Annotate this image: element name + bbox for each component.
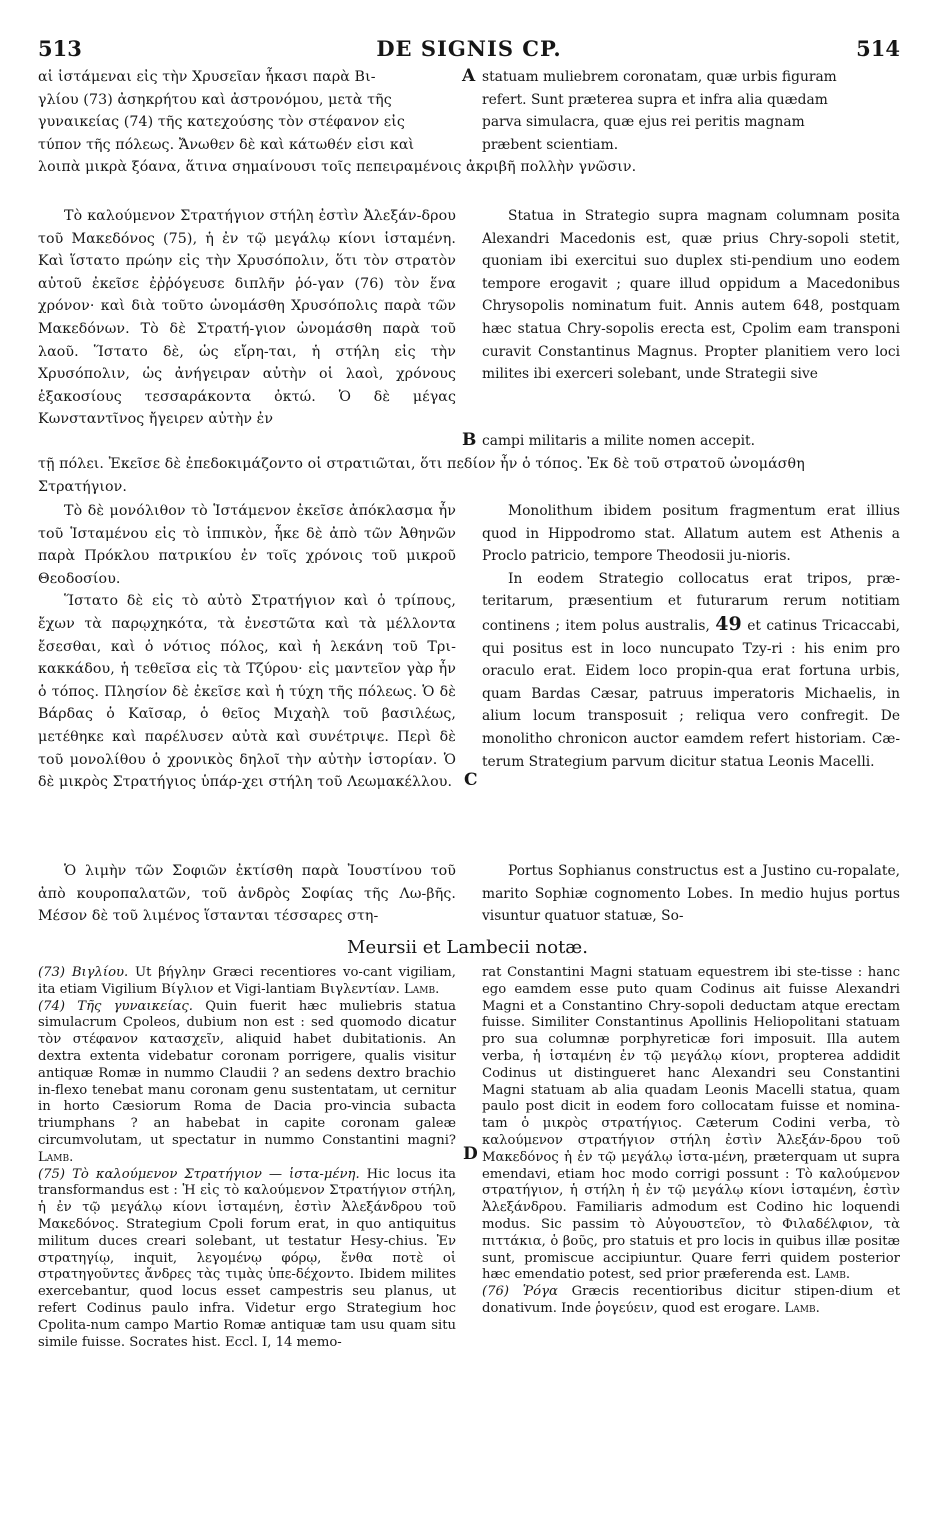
margin-marker-c: C xyxy=(464,770,478,790)
footnote-74 xyxy=(38,999,456,1167)
greek-paragraph: Τὸ δὲ μονόλιθον τὸ Ἱστάμενον ἐκεῖσε ἀπόκλασμα ἦν τοῦ Ἱσταμένου εἰς τὸ ἱππικὸν, ἧκε δὲ ἀπὸ τῶν Ἀθηνῶν παρὰ Πρόκλου πατρικίου ἐν τοῖς χρόνοις τοῦ μικροῦ Θεοδοσίου. xyxy=(38,503,456,587)
greek-column-strategium xyxy=(38,205,456,431)
note-signature: Lamb. xyxy=(38,1149,74,1165)
note-signature: Lamb. xyxy=(814,1267,851,1283)
footnote-75-continued xyxy=(482,965,900,1284)
note-signature: Lamb. xyxy=(403,981,440,997)
greek-line: τύπον τῆς πόλεως. Ἄνωθεν δὲ καὶ κάτωθέν εἰσι καὶ xyxy=(38,136,415,153)
latin-line: refert. Sunt præterea supra et infra alia quædam xyxy=(482,91,828,108)
footnote-73 xyxy=(38,965,456,999)
page-signature-49: 49 xyxy=(715,612,742,635)
latin-line: statuam muliebrem coronatam, quæ urbis figuram xyxy=(482,69,837,85)
greek-column-monolith xyxy=(38,500,456,794)
note-head: (76) Ῥόγα xyxy=(482,1284,558,1300)
latin-paragraph xyxy=(482,568,900,773)
margin-marker-b: B xyxy=(462,430,477,450)
latin-paragraph: Portus Sophianus constructus est a Justino cu-ropalate, marito Sophiæ cognomento Lobes. In medio hujus portus visuntur quatuor statuæ, So- xyxy=(482,863,900,925)
footnote-75 xyxy=(38,1167,456,1352)
latin-column-top xyxy=(482,66,900,156)
greek-paragraph: Τὸ καλούμενον Στρατήγιον στήλη ἐστὶν Ἀλεξάν-δρου τοῦ Μακεδόνος (75), ἡ ἐν τῷ μεγάλῳ κίονι ἱσταμένη. Καὶ ἵστατο πρώην εἰς τὴν Χρυσόπολιν, ὅτι τὸν στρατὸν αὐτοῦ ἐκεῖσε ἐῤῥόγευσε διπλῆν ῥό-γαν (76) τὸν ἕνα χρόνον· καὶ διὰ τοῦτο ὠνομάσθη Χρυσόπολις παρὰ τῶν Μακεδόνων. Τὸ δὲ Στρατή-γιον ὠνομάσθη παρὰ τοῦ λαοῦ. Ἵστατο δὲ, ὡς εἴρη-ται, ἡ στήλη εἰς τὴν Χρυσόπολιν, ὡς ἀνήγειραν αὐτὴν οἱ λαοὶ, χρόνους ἑξακοσίους τεσσαράκοντα ὀκτώ. Ὁ δὲ μέγας Κωνσταντῖνος ἤγειρεν αὐτὴν ἐν xyxy=(38,208,456,428)
footnote-76 xyxy=(482,1284,900,1318)
greek-line: αἱ ἱστάμεναι εἰς τὴν Χρυσεῖαν ἧκασι παρὰ Βι- xyxy=(38,69,376,85)
note-head: (73) Βιγλίου. xyxy=(38,965,129,980)
greek-paragraph: Ὁ λιμὴν τῶν Σοφιῶν ἐκτίσθη παρὰ Ἰουστίνου τοῦ ἀπὸ κουροπαλατῶν, τοῦ ἀνδρὸς Σοφίας τῆς Λω-βῆς. Μέσον δὲ τοῦ λιμένος ἵστανται τέσσαρες στη- xyxy=(38,863,456,925)
notes-left-column xyxy=(38,965,456,1351)
notes-right-column xyxy=(482,965,900,1318)
greek-column-port xyxy=(38,860,456,928)
latin-line: parva simulacra, quæ ejus rei peritis magnam xyxy=(482,114,805,131)
latin-column-strategium xyxy=(482,205,900,386)
note-head: (74) Τῆς γυναικείας. xyxy=(38,998,193,1014)
latin-line: campi militaris a milite nomen accepit. xyxy=(482,433,755,449)
running-title: DE SIGNIS CP. xyxy=(376,36,562,61)
note-text: Ut βήγλην Græci recentiores vo-cant vigiliam, ita etiam Vigilium Βίγλιον et Vigi-lantiam Βιγλεντίαν. xyxy=(38,965,457,997)
note-text: Hic locus ita transformandus est : Ἡ εἰς τὸ καλούμενον Στρατήγιον στήλη, ἡ ἐν τῷ μεγάλῳ κίονι ἱσταμένη, ἐστὶν Ἀλεξάνδρου τοῦ Μακεδόνος. Strategium Cpoli forum erat, in quo antiquitus militum duces creari solebant, ut testatur Hesy-chius. Ἐν στρατηγίῳ, inquit, λεγομένῳ φόρῳ, ἔνθα ποτὲ οἱ στρατηγοῦντες ἄνδρες τὰς τιμὰς ὑπε-δέχοντο. Ibidem milites exercebantur, quod locus esset campestris seu planus, ut refert Codinus paulo infra. Videtur ergo Strategium hoc Cpolita-num campo Martio Romæ antiquæ tam usu quam situ simile fuisse. Socrates hist. Eccl. I, 14 memo- xyxy=(38,1166,456,1350)
greek-column-top xyxy=(38,66,456,156)
greek-paragraph: Ἵστατο δὲ εἰς τὸ αὐτὸ Στρατήγιον καὶ ὁ τρίπους, ἔχων τὰ παρῳχηκότα, τὰ ἐνεστῶτα καὶ τὰ μέλλοντα ἔσεσθαι, καὶ ὁ νότιος πόλος, καὶ ἡ λεκάνη τοῦ Τρι-κακκάδου, ἡ τεθεῖσα εἰς τὰ Τζύρου· εἰς μαντεῖον γὰρ ἦν ὁ τόπος. Πλησίον δὲ ἐκεῖσε καὶ ἡ τύχη τῆς πόλεως. Ὁ δὲ Βάρδας ὁ Καῖσαρ, ὁ θεῖος Μιχαὴλ τοῦ βασιλέως, μετέθηκε καὶ παρέλυσεν αὐτὰ καὶ συνέτριψε. Περὶ δὲ τοῦ μονολίθου ὁ χρονικὸς δηλοῖ τὴν αὐτὴν ἱστορίαν. Ὁ δὲ μικρὸς Στρατήγιος ὑπάρ-χει στήλη τοῦ Λεωμακέλλου. xyxy=(38,593,456,791)
latin-text: In eodem Strategio collocatus erat tripos, præ-teritarum, præsentium et futurarum rerum notitiam continens ; item polus australis, xyxy=(482,570,900,634)
note-signature: Lamb. xyxy=(784,1300,820,1316)
greek-line-end: Στρατήγιον. xyxy=(38,479,127,495)
note-head: (75) Τὸ καλούμενον Στρατήγιον — ἱστα-μένη. xyxy=(38,1166,360,1182)
latin-text: et catinus Tricaccabi, qui positus est in loco nuncupato Tzy-ri : his enim pro oraculo erat. Eidem loco propin-qua erat fortuna urbis, quam Bardas Cæsar, patruus imperatoris Michaelis, in alium locum transposuit ; reliqua vero confregit. De monolitho chronicon auctor eamdem refert historiam. Cæ-terum Strategium parvum dicitur statua Leonis Macelli. xyxy=(482,617,900,770)
notes-heading: Meursii et Lambecii notæ. xyxy=(347,937,588,958)
page-number-right: 514 xyxy=(856,36,900,61)
page-number-left: 513 xyxy=(38,36,82,61)
latin-line: præbent scientiam. xyxy=(482,136,619,153)
greek-full-width-line: τῇ πόλει. Ἐκεῖσε δὲ ἐπεδοκιμάζοντο οἱ στρατιῶται, ὅτι πεδίον ἦν ὁ τόπος. Ἐκ δὲ τοῦ στρατοῦ ὠνομάσθη xyxy=(38,456,805,472)
margin-marker-d: D xyxy=(463,1144,478,1164)
latin-paragraph: Statua in Strategio supra magnam columnam posita Alexandri Macedonis est, quæ prius Chry-sopoli stetit, quoniam ibi exercitui suo duplex sti-pendium uno eodem tempore erogavit ; quare illud oppidum a Macedonibus Chrysopolis nominatum fuit. Annis autem 648, postquam hæc statua Chry-sopolis erecta est, Cpolim eam transponi curavit Constantinus Magnus. Propter planitiem vero loci milites ibi exerceri solebant, unde Strategii sive xyxy=(482,208,900,383)
note-text: Græcis recentioribus dicitur stipen-dium et donativum. Inde ῥογεύειν, quod est erogare. xyxy=(482,1284,900,1316)
running-header xyxy=(38,36,900,66)
greek-full-width-line: λοιπὰ μικρὰ ξόανα, ἅτινα σημαίνουσι τοῖς πεπειραμένοις ἀκριβῆ πολλὴν γνῶσιν. xyxy=(38,159,637,175)
latin-tail-line xyxy=(482,430,900,453)
latin-column-port xyxy=(482,860,900,928)
greek-line: γυναικείας (74) τῆς κατεχούσης τὸν στέφανον εἰς xyxy=(38,114,405,131)
note-text: Quin fuerit hæc muliebris statua simulacrum Cpoleos, dubium non est : sed quomodo dicatur τὸν στέφανον κατασχεῖν, aliquid habet dubitationis. An dextra extenta videbatur coronam porrigere, qualis visitur antiquæ Romæ in nummo Claudii ? an sedens dextro brachio in-flexo tenebat manu coronam genu sustentatam, ut cernitur in horto Cæsiorum Roma de Dacia pro-vincia subacta triumphans ? an habebat in capite coronam galeæ circumvolutam, ut spectatur in nummo Constantini magni? xyxy=(38,998,456,1148)
latin-column-monolith xyxy=(482,500,900,773)
latin-paragraph: Monolithum ibidem positum fragmentum erat illius quod in Hippodromo stat. Allatum autem est Athenis a Proclo patricio, tempore Theodosii ju-nioris. xyxy=(482,503,900,565)
greek-line: γλίου (73) ἀσηκρήτου καὶ ἀστρονόμου, μετὰ τῆς xyxy=(38,91,392,108)
note-text: rat Constantini Magni statuam equestrem ibi ste-tisse : hanc ego eamdem esse puto quam Codinus ait fuisse Alexandri Magni et a Constantino Chry-sopoli deductam atque erectam fuisse. Similiter Constantinus Apollinis Heliopolitani statuam pro sua columnæ porphyreticæ fori imposuit. Illa autem verba, ἡ ἱσταμένη ἐν τῷ μεγάλῳ κίονι, propterea addidit Codinus ut distingueret hanc Alexandri seu Constantini Magni statuam ab alia quadam Leonis Macelli statua, quam paulo post dicit in eodem foro collocatam fuisse et nomina-tam ὁ μικρὸς στρατήγιος. Cæterum Codini verba, τὸ καλούμενον στρατήγιον στήλη ἐστὶν Ἀλεξάν-δρου τοῦ Μακεδόνος ἡ ἐν τῷ μεγάλῳ ἱστα-μένη, præterquam ut supra emendavi, etiam hoc modo corrigi possunt : Τὸ καλούμενον στρατήγιον, ἡ στήλη ἡ ἐν τῷ μεγάλῳ κίονι ἱσταμένη, ἐστὶν Ἀλεξάνδρου. Familiaris admodum est Codino hic loquendi modus. Sic passim τὸ Αὐγουστεῖον, τὸ Φιλαδέλφιον, τὰ πιττάκια, ὁ βοῦς, pro statuis et pro locis in quibus illæ positæ sunt, promiscue accipiuntur. Quare ferri quidem posterior hæc emendatio potest, sed prior præferenda est. xyxy=(482,965,900,1283)
margin-marker-a: A xyxy=(462,66,476,86)
